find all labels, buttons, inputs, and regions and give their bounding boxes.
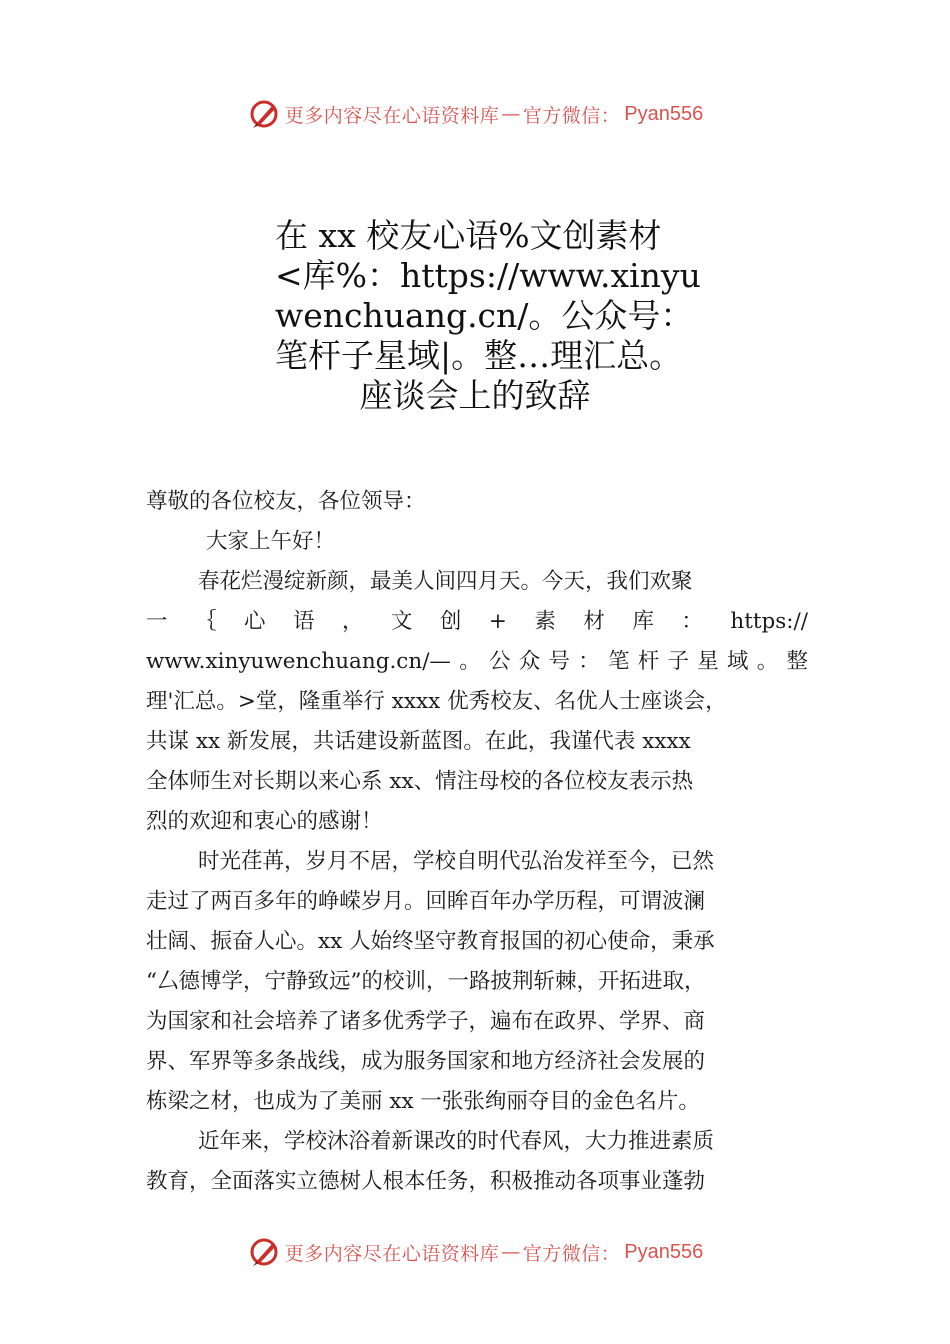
paragraph-line: 烈的欢迎和衷心的感谢！ [146,809,383,834]
salutation: 尊敬的各位校友，各位领导： [146,489,426,514]
banner-text: 更多内容尽在心语资料库 [284,1242,500,1265]
banner-text: 更多内容尽在心语资料库 [284,104,500,127]
title-line: <库%：https://www.xinyu [275,256,701,295]
banner-dash: — [501,103,521,125]
pen-logo-icon [247,1235,281,1269]
footer-banner [0,1232,950,1272]
paragraph-line: 栋梁之材，也成为了美丽 xx 一张张绚丽夺目的金色名片。 [146,1089,700,1114]
paragraph-line: “厶德博学，宁静致远”的校训，一路披荆斩棘，开拓进取， [146,969,706,994]
paragraph-line: 走过了两百多年的峥嵘岁月。回眸百年办学历程，可谓波澜 [146,889,706,914]
paragraph-line: 界、军界等多条战线，成为服务国家和地方经济社会发展的 [146,1049,706,1074]
document-body [146,482,808,1202]
banner-dash: — [501,1241,521,1263]
paragraph-line: 近年来，学校沐浴着新课改的时代春风，大力推进素质 [198,1129,715,1154]
paragraph-line: 春花烂漫绽新颜，最美人间四月天。今天，我们欢聚 [198,569,693,594]
banner-wechat-id: Pyan556 [624,102,704,125]
title-line: 笔杆子星域|。整…理汇总。 [275,336,683,375]
banner-wechat-label: 官方微信： [522,104,621,127]
paragraph-line: 全体师生对长期以来心系 xx、情注母校的各位校友表示热 [146,769,694,794]
paragraph-line: www.xinyuwenchuang.cn/—。公众号：笔杆子星域。整 [146,649,808,674]
banner-wechat-id: Pyan556 [624,1240,704,1263]
paragraph-line: 为国家和社会培养了诸多优秀学子，遍布在政界、学界、商 [146,1009,706,1034]
paragraph-line: 理'汇总。>堂，隆重举行 xxxx 优秀校友、名优人士座谈会， [146,689,727,714]
header-banner [0,94,950,134]
greeting: 大家上午好！ [206,529,336,554]
paragraph-line: 壮阔、振奋人心。xx 人始终坚守教育报国的初心使命，秉承 [146,929,715,954]
paragraph-line: 一｛心语，文创+素材库：https:// [146,609,808,634]
paragraph-line: 共谋 xx 新发展，共话建设新蓝图。在此，我谨代表 xxxx [146,729,691,754]
banner-wechat-label: 官方微信： [522,1242,621,1265]
title-line: 座谈会上的致辞 [359,376,591,415]
title-line: 在 xx 校友心语%文创素材 [275,216,662,255]
title-line: wenchuang.cn/。公众号： [275,296,694,335]
document-title [275,216,701,416]
paragraph-line: 时光荏苒，岁月不居，学校自明代弘治发祥至今，已然 [198,849,715,874]
pen-logo-icon [247,97,281,131]
paragraph-line: 教育，全面落实立德树人根本任务，积极推动各项事业蓬勃 [146,1169,706,1194]
